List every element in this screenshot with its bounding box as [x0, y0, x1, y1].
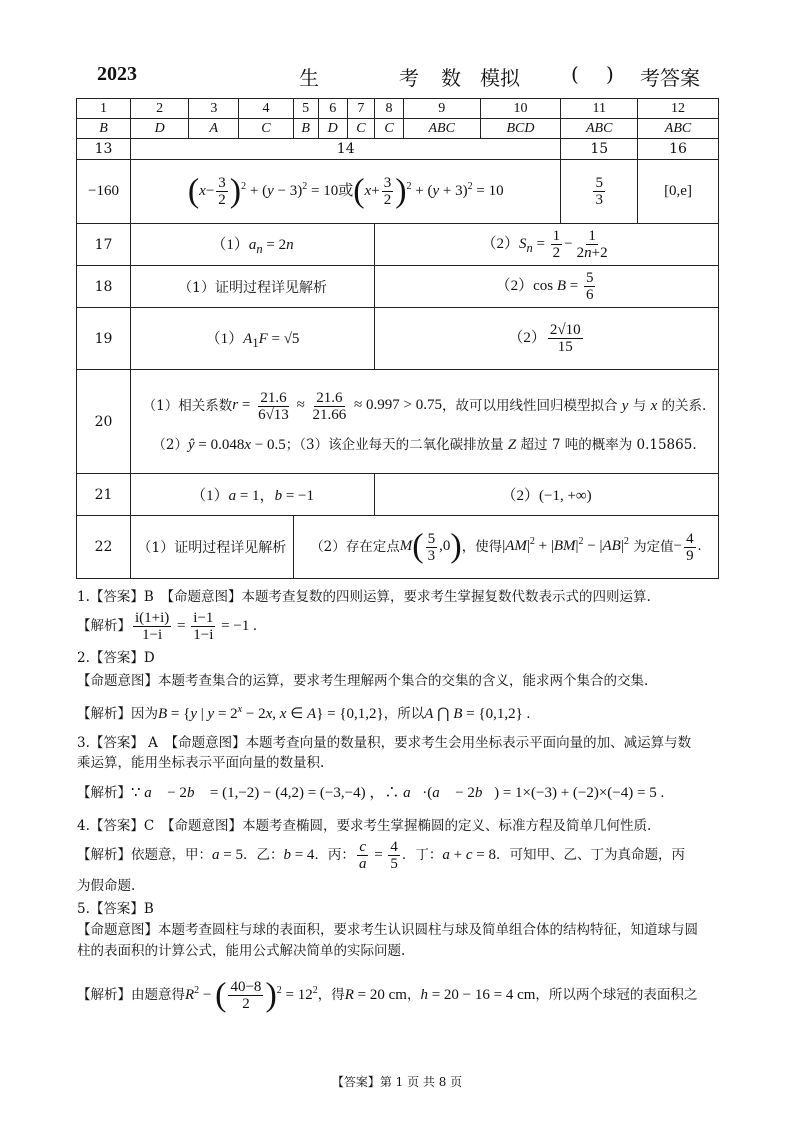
answer-21-2: （2）(−1, +∞): [375, 474, 719, 516]
answer-18-1: [131, 266, 375, 308]
a20-text: 与: [632, 397, 647, 414]
solution-label: 【解析】依题意，甲：: [77, 847, 212, 863]
answer-table: [76, 98, 719, 579]
proof-text: 证明过程详见解析: [174, 540, 287, 556]
qnum-cell: 10: [480, 99, 561, 119]
answer-cell: C: [347, 119, 374, 139]
answer-cell: B: [77, 119, 131, 139]
part-label: （1）: [137, 540, 175, 556]
table-row: [77, 139, 719, 160]
q5-answer-line: 5.【答案】B: [77, 901, 154, 917]
qnum-cell: 6: [318, 99, 347, 119]
answer-cell: C: [239, 119, 293, 139]
connector-text: ，所以: [383, 706, 425, 722]
qnum-cell: 5: [293, 99, 318, 119]
table-row: [77, 266, 719, 308]
part-label: （1）: [205, 330, 244, 347]
qnum-cell: 19: [77, 308, 131, 370]
connector-text: ．丙：: [314, 847, 355, 863]
answer-19-1: $(1)A_1F = √5$: [131, 308, 375, 370]
q2-solution: 【解析】因为B = {y | $y = 2^x - 2x$, x ∈ A} = {0,1,2}，所以A ⋂ B = {0,1,2} .: [77, 704, 531, 722]
table-row: [77, 474, 719, 516]
answer-cell: C: [375, 119, 404, 139]
q5-intent-cont: 柱的表面积的计算公式，能用公式解决简单的实际问题.: [77, 943, 406, 959]
proof-text: 证明过程详见解析: [214, 279, 327, 296]
qnum-cell: 21: [77, 474, 131, 516]
ans15-numerator: 5: [595, 175, 603, 191]
part-label: （1）: [178, 279, 215, 296]
header-t5: (: [571, 62, 579, 86]
answer-19-2: （2） $\frac{2√10}{15}$: [375, 308, 719, 370]
solution-label: 【解析】因为: [77, 706, 158, 722]
answer-15: [561, 160, 638, 224]
qnum-cell: 14: [131, 139, 561, 160]
q4-solution: 【解析】依题意，甲： a = 5 ．乙： b = 4 ．丙： $\frac{c}{a}$ = $\frac{4}{5}$ ．丁： a + c = 8 ．可知甲、乙、丁为真命题，丙: [77, 838, 686, 872]
answer-cell: D: [318, 119, 347, 139]
qnum-cell: 18: [77, 266, 131, 308]
a22-text: 存在定点: [345, 538, 400, 555]
answer-20: （1）相关系数r = $\frac{21.6}{6√13}$ ≈ $\frac{21.6}{21.66}$ ≈ 0.997 > 0.75，故可以用线性回归模型拟合 y 与 x 的关系. （2）ŷ = 0.048x − 0.5；（3）该企业每天的二氧化碳排放量 Z 超过 7 吨的概率为 0.15865.: [131, 370, 719, 474]
answer-cell: B: [293, 119, 318, 139]
q2-answer-line: 2.【答案】D: [77, 650, 155, 666]
answer-17-2: $(2)S_n$ = $\frac{1}{2}$ − $\frac{1}{2n+2}$: [375, 224, 719, 266]
q3-answer-line: 3.【答案】 A 【命题意图】本题考查向量的数量积，要求考生会用坐标表示平面向量的加、减运算与数: [77, 735, 692, 751]
answer-cell: BCD: [480, 119, 561, 139]
part-label: （2）: [481, 235, 519, 252]
header-t2: 考: [399, 66, 419, 90]
header-title: [0, 62, 794, 88]
answer-22-2: （2）存在定点M( $\frac{5}{3}$ ,0)，使得$|AM|^2 + |BM|^2 - |AB|^2$ 为定值− $\frac{4}{9}$ .: [293, 516, 718, 579]
answer-cell: ABC: [403, 119, 480, 139]
header-t7: 考答案: [640, 66, 700, 90]
a22-text: ，使得: [461, 538, 503, 555]
solution-label: 【解析】由题意得: [77, 987, 185, 1003]
q5-solution: 【解析】由题意得 $R^2$ − ( $\frac{40-8}{2}$ )$^2 = 12^2$ ，得 R = 20 cm ， h = 20 − 16 = 4 cm ，所以两个球冠的表面积之: [77, 976, 698, 1013]
answer-13: −160: [77, 160, 131, 224]
answer-cell: A: [189, 119, 239, 139]
qnum-cell: 8: [375, 99, 404, 119]
or-text: 或: [338, 182, 354, 199]
qnum-cell: 17: [77, 224, 131, 266]
solution-label: 【解析】: [77, 785, 131, 801]
table-row: [77, 308, 719, 370]
q2-intent: 【命题意图】本题考查集合的运算，要求考生理解两个集合的交集的含义，能求两个集合的交集.: [77, 673, 649, 689]
q1-solution: 【解析】 $\frac{i(1+i)}{1-i}$ = $\frac{i-1}{1-i}$ = −1 .: [77, 609, 257, 643]
answer-16: [0,e]: [638, 160, 719, 224]
qnum-cell: 3: [189, 99, 239, 119]
a20-text: 超过 7 吨的概率为 0.15865.: [520, 436, 697, 453]
part-label: （2）: [501, 488, 539, 504]
table-row: [77, 370, 719, 474]
q1-answer-line: 1.【答案】B 【命题意图】本题考查复数的四则运算，要求考生掌握复数代数表示式的四则运算.: [77, 589, 651, 605]
qnum-cell: 15: [561, 139, 638, 160]
a22-text: 为定值: [633, 538, 674, 555]
answer-21-1: （1）a = 1，b = −1: [131, 474, 375, 516]
header-t6: ): [606, 62, 614, 86]
a20-text: 的关系.: [661, 397, 707, 414]
connector-text: ，: [406, 987, 421, 1003]
answer-22-1: [131, 516, 294, 579]
ans15-denominator: 3: [595, 192, 603, 208]
q4-solution-cont: 为假命题.: [77, 878, 136, 894]
solution-label: 【解析】: [77, 618, 131, 634]
a20-text: ，故可以用线性回归模型拟合: [442, 397, 618, 414]
qnum-cell: 1: [77, 99, 131, 119]
page-footer: 【答案】第 1 页 共 8 页: [331, 1075, 463, 1089]
qnum-cell: 22: [77, 516, 131, 579]
connector-text: ，所以两个球冠的表面积之: [535, 987, 698, 1003]
q5-intent: 【命题意图】本题考查圆柱与球的表面积，要求考生认识圆柱与球及简单组合体的结构特征，知道球与圆: [77, 922, 698, 938]
qnum-cell: 16: [638, 139, 719, 160]
qnum-cell: 11: [561, 99, 638, 119]
part-label: （1）: [211, 236, 249, 253]
answer-14: (x− $\frac{3}{2}$ )$^2 + (y - 3)^2 = 10$或(x+ $\frac{3}{2}$ )$^2 + (y + 3)^2 = 10$: [131, 160, 561, 224]
table-row: [77, 516, 719, 579]
q3-intent-cont: 乘运算，能用坐标表示平面向量的数量积.: [77, 755, 325, 771]
answer-cell: ABC: [638, 119, 719, 139]
table-row: [77, 119, 719, 139]
qnum-cell: 12: [638, 99, 719, 119]
qnum-cell: 20: [77, 370, 131, 474]
header-t3: 数: [441, 66, 461, 90]
part-label: （2）: [310, 538, 346, 555]
answer-cell: ABC: [561, 119, 638, 139]
header-t4: 模拟: [480, 66, 520, 90]
connector-text: ．乙：: [242, 847, 284, 863]
connector-text: ．可知甲、乙、丁为真命题，丙: [496, 847, 686, 863]
part-label: （2）: [152, 436, 188, 453]
connector-text: ．丁：: [401, 847, 443, 863]
part-label: （1）: [142, 397, 179, 414]
table-row: [77, 224, 719, 266]
a20-text: 该企业每天的二氧化碳排放量: [328, 436, 504, 453]
connector-text: ，得: [317, 987, 345, 1003]
header-year: 2023: [97, 63, 137, 85]
qnum-cell: 7: [347, 99, 374, 119]
qnum-cell: 13: [77, 139, 131, 160]
qnum-cell: 4: [239, 99, 293, 119]
part-label: （3）: [299, 436, 329, 453]
a20-text: 相关系数: [178, 397, 233, 414]
answer-17-1: $(1)a_n = 2n$: [131, 224, 375, 266]
answer-18-2: （2）cos B = $\frac{5}{6}$: [375, 266, 719, 308]
header-t1: 生: [299, 66, 319, 90]
q3-solution: 【解析】∵ a⃗ − 2b⃗ = (1,−2) − (4,2) = (−3,−4) ，∴ a⃗·(a⃗ − 2b⃗) = 1×(−3) + (−2)×(−4) = 5 .: [77, 785, 665, 801]
part-label: （1）: [191, 488, 229, 504]
part-label: （2）: [508, 329, 546, 346]
part-label: （2）: [495, 277, 534, 294]
qnum-cell: 2: [131, 99, 189, 119]
q4-answer-line: 4.【答案】C 【命题意图】本题考查椭圆，要求考生掌握椭圆的定义、标准方程及简单几何性质.: [77, 818, 652, 834]
table-row: [77, 160, 719, 224]
table-row: [77, 99, 719, 119]
qnum-cell: 9: [403, 99, 480, 119]
answer-cell: D: [131, 119, 189, 139]
